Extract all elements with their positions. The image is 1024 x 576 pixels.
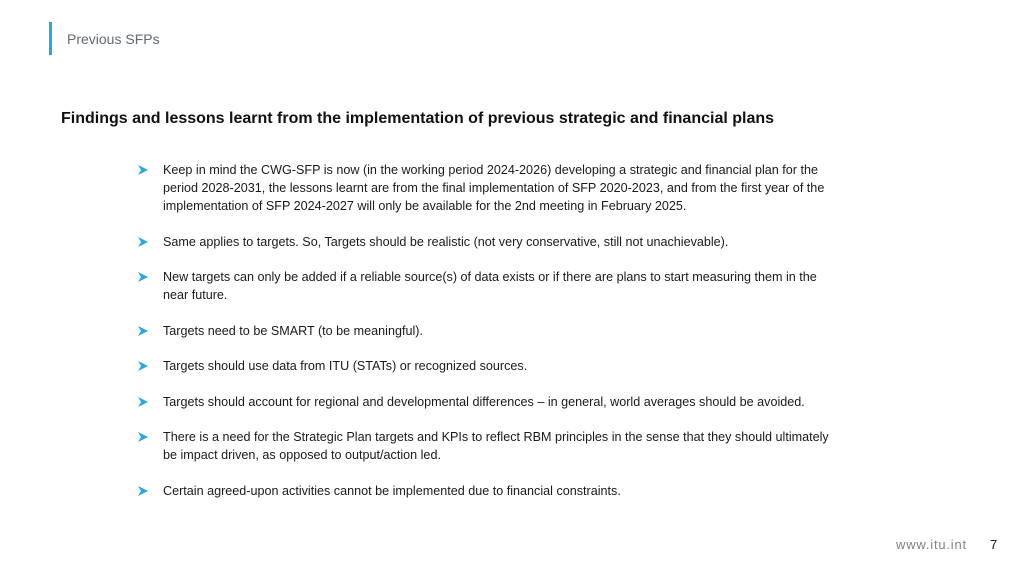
list-item-text: There is a need for the Strategic Plan targets and KPIs to reflect RBM principles in the sense that they should ultimately be impact driven, as opposed to output/action led. (163, 430, 829, 462)
list-item-text: Certain agreed-upon activities cannot be implemented due to financial constraints. (163, 483, 621, 498)
section-label: Previous SFPs (67, 31, 160, 47)
list-item-text: Targets should account for regional and developmental differences – in general, world averages should be avoided. (163, 394, 805, 409)
list-item (138, 428, 838, 464)
list-item-text: New targets can only be added if a reliable source(s) of data exists or if there are plans to start measuring them in the near future. (163, 270, 817, 302)
findings-list (138, 161, 838, 517)
footer-url: www.itu.int (896, 537, 967, 552)
list-item (138, 393, 838, 411)
page-number: 7 (990, 537, 998, 552)
list-item-text: Targets should use data from ITU (STATs) or recognized sources. (163, 359, 528, 373)
list-item-text: Targets need to be SMART (to be meaningful). (163, 323, 423, 338)
arrow-bullet-icon (138, 357, 149, 375)
arrow-bullet-icon (138, 233, 149, 251)
list-item (138, 268, 838, 304)
arrow-bullet-icon (138, 322, 149, 340)
arrow-bullet-icon (138, 161, 149, 179)
list-item (138, 357, 838, 375)
arrow-bullet-icon (138, 428, 149, 446)
list-item (138, 482, 838, 500)
list-item-text: Same applies to targets. So, Targets should be realistic (not very conservative, still not unachievable). (163, 234, 729, 249)
list-item (138, 161, 838, 215)
header-accent-bar (49, 22, 52, 55)
arrow-bullet-icon (138, 268, 149, 286)
list-item-text: Keep in mind the CWG-SFP is now (in the working period 2024-2026) developing a strategic and financial plan for the period 2028-2031, the lessons learnt are from the final implementation of SFP 2020-2023, and from the first year of the implementation of SFP 2024-2027 will only be available for the 2nd meeting in February 2025. (163, 163, 825, 213)
arrow-bullet-icon (138, 393, 149, 411)
list-item (138, 322, 838, 340)
slide-heading: Findings and lessons learnt from the implementation of previous strategic and financial plans (61, 110, 775, 127)
list-item (138, 233, 838, 251)
arrow-bullet-icon (138, 482, 149, 500)
